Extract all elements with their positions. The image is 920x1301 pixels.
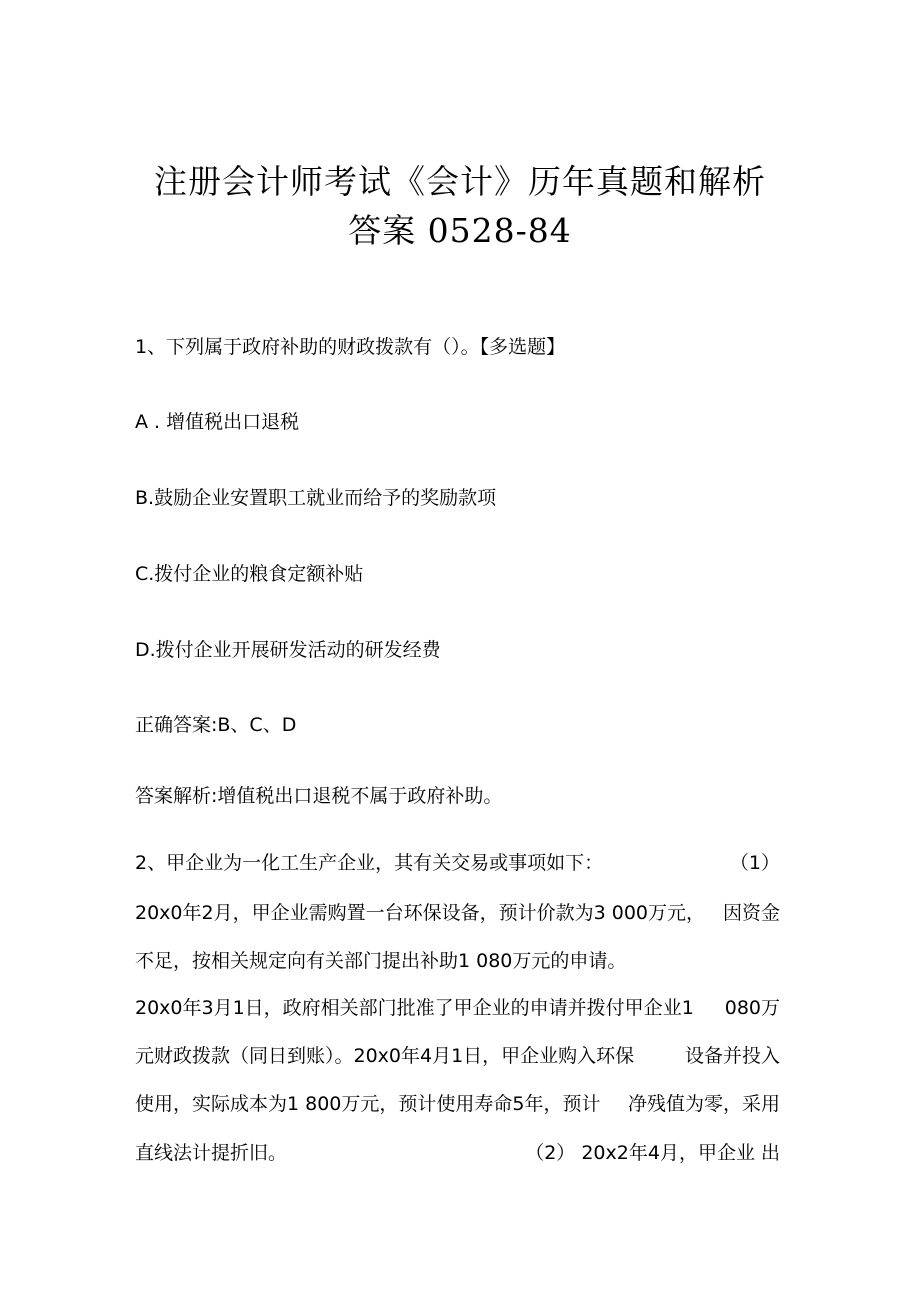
question-2-line-1-marker: （1）	[729, 852, 780, 874]
question-2-line-2-tail: 因资金	[722, 902, 780, 924]
question-2-line-5-text: 元财政拨款（同日到账）。20x0年4月1日，甲企业购入环保	[135, 1045, 635, 1067]
question-2-line-4-tail: 080万	[724, 997, 780, 1019]
page-title: 注册会计师考试《会计》历年真题和解析	[154, 162, 766, 201]
question-2-line-3: 不足，按相关规定向有关部门提出补助1 080万元的申请。	[135, 950, 627, 972]
page-title-code: 答案 0528-84	[348, 211, 572, 250]
question-2-line-2	[135, 900, 780, 926]
question-2-line-6	[135, 1091, 780, 1117]
question-2-line-6-text: 使用，实际成本为1 800万元，预计使用寿命5年，预计	[135, 1093, 601, 1115]
question-2-line-7-tail: （2） 20x2年4月，甲企业 出	[525, 1142, 780, 1164]
question-2-line-5-tail: 设备并投入	[684, 1045, 780, 1067]
question-2-line-7	[135, 1140, 780, 1166]
question-1-answer: 正确答案:B、C、D	[135, 714, 297, 736]
question-1-analysis: 答案解析:增值税出口退税不属于政府补助。	[135, 785, 503, 807]
question-1-stem: 1、下列属于政府补助的财政拨款有（）。【多选题】	[135, 336, 566, 358]
question-2-line-4	[135, 995, 780, 1021]
question-2-line-1	[135, 850, 780, 876]
question-2-line-1-text: 2、甲企业为一化工生产企业，其有关交易或事项如下：	[135, 852, 604, 874]
question-2-line-6-tail: 净残值为零，采用	[627, 1093, 780, 1115]
question-2-line-7-text: 直线法计提折旧。	[135, 1142, 288, 1164]
question-1-option-d: D.拨付企业开展研发活动的研发经费	[135, 639, 441, 661]
question-1-option-a: A . 增值税出口退税	[135, 411, 300, 433]
question-2-line-5	[135, 1043, 780, 1069]
question-2-line-2-text: 20x0年2月，甲企业需购置一台环保设备，预计价款为3 000万元，	[135, 902, 705, 924]
question-1-option-c: C.拨付企业的粮食定额补贴	[135, 563, 364, 585]
question-1-option-b: B.鼓励企业安置职工就业而给予的奖励款项	[135, 487, 497, 509]
question-2-line-4-text: 20x0年3月1日，政府相关部门批准了甲企业的申请并拨付甲企业1	[135, 997, 694, 1019]
